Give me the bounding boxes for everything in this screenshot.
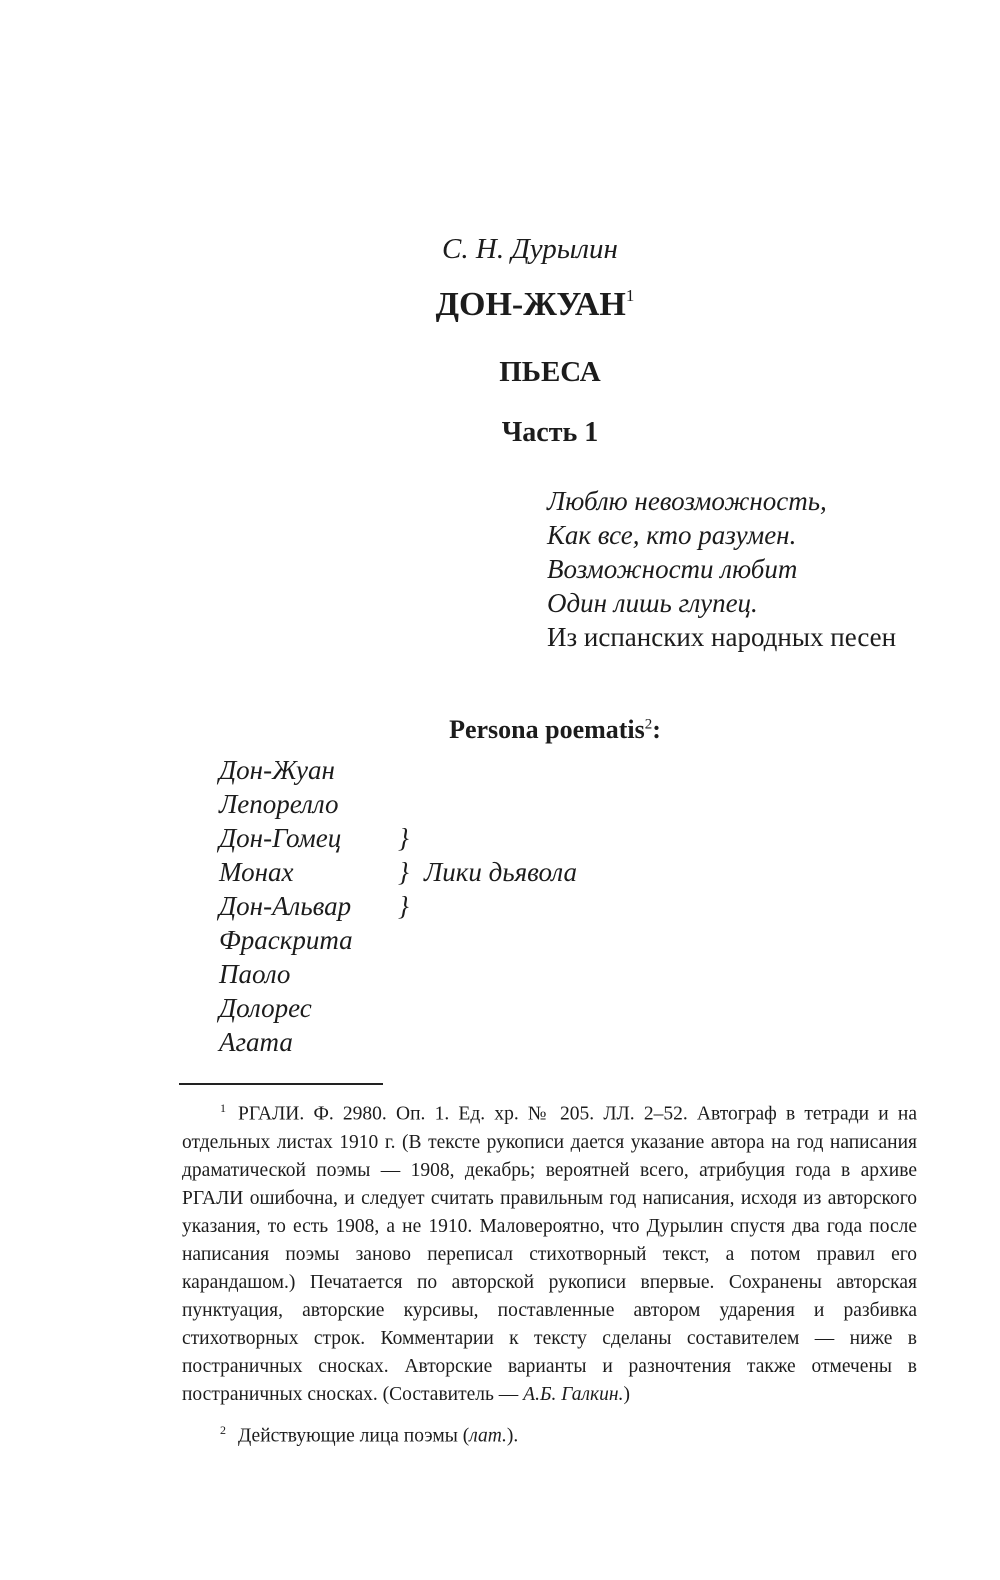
footnote-ref-1[interactable]: 1 (625, 285, 635, 305)
epigraph-line: Люблю невозможность, (547, 486, 827, 516)
character-name: Фраскрита (219, 925, 353, 955)
footnote-ref-2[interactable]: 2 (644, 716, 653, 733)
play-title (0, 286, 1000, 324)
footnote-1-text: РГАЛИ. Ф. 2980. Оп. 1. Ед. хр. № 205. ЛЛ. 2–52. Автограф в тетради и на отдельных листах 1910 г. (В тексте рукописи дается указание автора на год написания драматической поэмы — 1908, декабрь; вероятней всего, атрибуция года в архиве РГАЛИ ошибочна, и следует считать правильным год написания, исходя из авторского указания, то есть 1908, а не 1910. Маловероятно, что Дурылин спустя два года после написания поэмы заново переписал стихотворный текст, а потом правил его карандашом.) Печатается по авторской рукописи впервые. Сохранены авторская пунктуация, авторские курсивы, поставленные автором ударения и разбивка стихотворных строк. Комментарии к тексту сделаны составителем — ниже в постраничных сносках. Авторские варианты и разночтения также отмечены в постраничных сносках. (Составитель — (182, 1103, 917, 1405)
character-name: Агата (219, 1027, 293, 1057)
brace-glyph: } (398, 823, 409, 853)
part-heading: Часть 1 (501, 417, 599, 448)
persona-heading (0, 715, 1000, 745)
epigraph-line: Возможности любит (547, 554, 798, 584)
epigraph-source: Из испанских народных песен (547, 622, 897, 652)
footnote-1-mark: 1 (220, 1101, 226, 1115)
footnote-2-lang: лат. (469, 1425, 507, 1447)
footnote-2-end: ). (506, 1425, 519, 1447)
character-name: Лепорелло (219, 789, 339, 819)
epigraph-line: Один лишь глупец. (547, 588, 758, 618)
footnote-1 (182, 1094, 917, 1409)
persona-colon: : (652, 715, 661, 744)
footnote-2-text: Действующие лица поэмы ( (238, 1425, 470, 1447)
character-name: Дон-Жуан (219, 755, 335, 785)
epigraph-line: Как все, кто разумен. (547, 520, 797, 550)
footnote-1-compiler: А.Б. Галкин. (523, 1383, 624, 1405)
character-group-label: Лики дьявола (424, 857, 577, 887)
genre-heading: ПЬЕСА (499, 356, 601, 388)
character-name: Паоло (219, 959, 291, 989)
play-title-text: ДОН-ЖУАН (435, 286, 626, 323)
author-name: С. Н. Дурылин (442, 233, 618, 265)
character-name: Дон-Гомец (219, 823, 342, 853)
footnote-1-end: ) (623, 1383, 630, 1405)
character-name: Долорес (219, 993, 312, 1023)
footnote-divider (179, 1083, 383, 1085)
character-name: Монах (219, 857, 294, 887)
footnote-2-mark: 2 (220, 1423, 226, 1437)
footnote-2 (182, 1416, 917, 1451)
persona-heading-text: Persona poematis (449, 715, 645, 744)
brace-glyph: } (398, 857, 409, 887)
character-name: Дон-Альвар (219, 891, 352, 921)
brace-glyph: } (398, 891, 409, 921)
